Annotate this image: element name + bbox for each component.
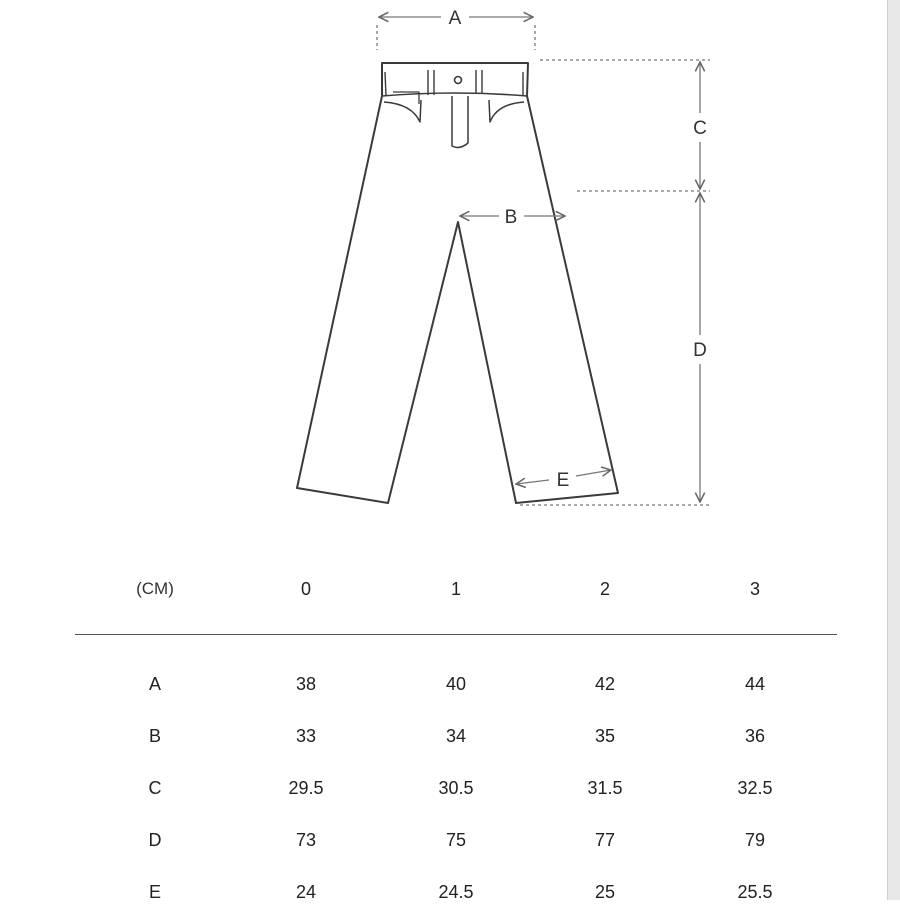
measurement-guides (377, 17, 710, 505)
table-row (75, 658, 837, 710)
row-label: C (148, 778, 162, 798)
table-cell: 24 (295, 882, 317, 902)
table-cell: 44 (744, 674, 766, 694)
size-header: 3 (749, 579, 760, 599)
table-cell: 79 (744, 830, 766, 850)
dimension-label-b: B (504, 207, 518, 228)
table-row (75, 762, 837, 814)
left-pocket-icon (384, 100, 421, 122)
table-cell: 24.5 (438, 882, 474, 902)
dimension-label-d: D (693, 340, 707, 361)
size-chart-table (75, 560, 837, 918)
table-cell: 40 (445, 674, 467, 694)
table-cell: 25.5 (737, 882, 773, 902)
dimension-label-c: C (693, 118, 707, 139)
unit-label: (CM) (136, 579, 174, 598)
row-label: D (148, 830, 162, 850)
pants-outline (297, 63, 618, 503)
fly-icon (452, 96, 468, 147)
pants-illustration (297, 63, 618, 503)
row-label: B (148, 726, 161, 746)
table-cell: 31.5 (587, 778, 623, 798)
table-cell: 38 (295, 674, 317, 694)
table-cell: 35 (594, 726, 616, 746)
row-label: E (148, 882, 161, 902)
right-pocket-icon (489, 100, 524, 122)
dimension-label-a: A (448, 8, 462, 29)
table-cell: 36 (744, 726, 766, 746)
table-cell: 42 (594, 674, 616, 694)
dimension-label-e: E (556, 470, 570, 491)
table-header-row (75, 560, 837, 618)
table-cell: 30.5 (438, 778, 474, 798)
table-row (75, 710, 837, 762)
table-cell: 75 (445, 830, 467, 850)
table-cell: 73 (295, 830, 317, 850)
table-cell: 33 (295, 726, 317, 746)
button-icon (455, 77, 462, 84)
table-row (75, 814, 837, 866)
size-header: 1 (450, 579, 461, 599)
table-cell: 34 (445, 726, 467, 746)
dimension-e-arrow (516, 480, 549, 484)
table-cell: 32.5 (737, 778, 773, 798)
table-cell: 25 (594, 882, 616, 902)
table-cell: 29.5 (288, 778, 324, 798)
size-header: 2 (599, 579, 610, 599)
waistband-icon (382, 93, 527, 96)
row-label: A (148, 674, 161, 694)
size-header: 0 (300, 579, 311, 599)
table-row (75, 866, 837, 918)
table-cell: 77 (594, 830, 616, 850)
